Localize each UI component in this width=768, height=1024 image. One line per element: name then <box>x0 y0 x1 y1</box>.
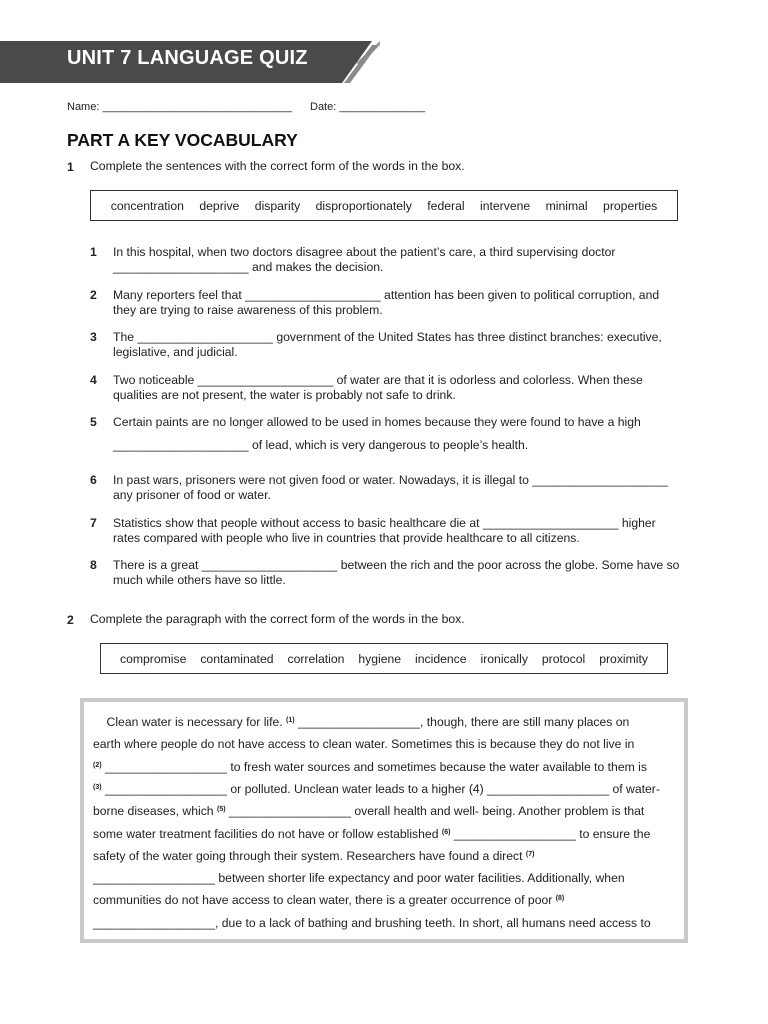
gap-number: (6) <box>441 829 451 836</box>
word-box-item: ironically <box>480 651 528 666</box>
gap-number: (8) <box>555 895 565 902</box>
sentence-number: 1 <box>90 245 97 259</box>
gap-number: (3) <box>93 784 102 791</box>
title-banner <box>0 41 380 83</box>
paragraph-line[interactable] <box>93 871 625 886</box>
sentence-text[interactable]: Two noticeable ____________________ of water are that it is odorless and colorless. When these <box>113 373 643 387</box>
sentence-text[interactable]: Certain paints are no longer allowed to be used in homes because they were found to have a high <box>113 415 641 429</box>
sentence-text[interactable]: ____________________ and makes the decision. <box>113 260 384 274</box>
sentence-text[interactable]: In past wars, prisoners were not given food or water. Nowadays, it is illegal to ____________________ <box>113 473 668 487</box>
sentence-text[interactable]: There is a great ____________________ between the rich and the poor across the globe. Some have so <box>113 558 680 572</box>
paragraph-text: borne diseases, which <box>93 804 217 818</box>
paragraph-line[interactable] <box>93 827 650 842</box>
word-box-item: properties <box>603 198 658 213</box>
sentence-text[interactable]: Many reporters feel that ____________________ attention has been given to political corruption, and <box>113 288 660 302</box>
paragraph-text: __________________, though, there are still many places on <box>294 715 630 729</box>
sentence-text[interactable]: In this hospital, when two doctors disagree about the patient’s care, a third supervising doctor <box>113 245 616 259</box>
sentence-number: 6 <box>90 473 97 487</box>
word-box-item: intervene <box>480 198 531 213</box>
paragraph-text: __________________ or polluted. Unclean water leads to a higher (4) __________________ of water- <box>101 782 660 796</box>
sentence-text[interactable]: any prisoner of food or water. <box>113 488 271 502</box>
question-instruction: Complete the paragraph with the correct form of the words in the box. <box>90 612 465 626</box>
word-box-item: disproportionately <box>315 198 412 213</box>
sentence-text[interactable]: qualities are not present, the water is probably not safe to drink. <box>113 388 456 402</box>
section-title: PART A KEY VOCABULARY <box>67 130 298 150</box>
sentence-number: 5 <box>90 415 97 429</box>
paragraph-line[interactable] <box>93 893 564 908</box>
word-box-item: incidence <box>415 651 467 666</box>
sentence-text[interactable]: legislative, and judicial. <box>113 345 238 359</box>
paragraph-text: safety of the water going through their system. Researchers have found a direct <box>93 849 526 863</box>
word-box <box>90 190 678 221</box>
word-box-item: disparity <box>254 198 301 213</box>
date-field[interactable]: Date: ______________ <box>310 101 425 113</box>
name-field[interactable]: Name: _______________________________ <box>67 101 293 113</box>
sentence-text[interactable]: rates compared with people who live in countries that provide healthcare to all citizens. <box>113 531 580 545</box>
paragraph-text: __________________ to ensure the <box>450 827 651 841</box>
word-box-item: minimal <box>545 198 588 213</box>
gap-number: (7) <box>525 851 535 858</box>
paragraph-text: Clean water is necessary for life. <box>93 715 287 729</box>
sentence-text[interactable]: they are trying to raise awareness of this problem. <box>113 303 383 317</box>
paragraph-line[interactable] <box>93 737 634 752</box>
word-box-item: deprive <box>199 198 240 213</box>
question-number: 2 <box>67 613 74 627</box>
question-number: 1 <box>67 160 74 174</box>
sentence-number: 3 <box>90 330 97 344</box>
paragraph-line[interactable] <box>93 715 629 730</box>
sentence-text[interactable]: Statistics show that people without access to basic healthcare die at ____________________ higher <box>113 516 656 530</box>
sentence-number: 4 <box>90 373 97 387</box>
question-instruction: Complete the sentences with the correct form of the words in the box. <box>90 159 465 173</box>
gap-number: (1) <box>286 717 295 724</box>
word-box-item: federal <box>427 198 465 213</box>
word-box-item: proximity <box>599 651 648 666</box>
paragraph-line[interactable] <box>93 782 660 797</box>
paragraph-line[interactable] <box>93 760 647 775</box>
page-title: UNIT 7 LANGUAGE QUIZ <box>67 47 308 69</box>
paragraph-text: communities do not have access to clean water, there is a greater occurrence of poor <box>93 893 556 907</box>
paragraph-text: __________________ to fresh water sources and sometimes because the water available to them is <box>101 760 647 774</box>
gap-number: (2) <box>93 762 102 769</box>
sentence-text[interactable]: The ____________________ government of the United States has three distinct branches: executive, <box>113 330 662 344</box>
gap-number: (5) <box>216 806 226 813</box>
sentence-number: 8 <box>90 558 97 572</box>
sentence-text[interactable]: much while others have so little. <box>113 573 286 587</box>
word-box-item: compromise <box>119 651 187 666</box>
paragraph-line[interactable] <box>93 804 644 819</box>
word-box <box>100 643 668 674</box>
sentence-number: 2 <box>90 288 97 302</box>
paragraph-text: __________________ between shorter life expectancy and poor water facilities. Additionally, when <box>93 871 625 885</box>
word-box-item: correlation <box>287 651 345 666</box>
paragraph-text: __________________ overall health and well- being. Another problem is that <box>225 804 645 818</box>
word-box-item: contaminated <box>200 651 274 666</box>
paragraph-text: __________________, due to a lack of bathing and brushing teeth. In short, all humans need access to <box>93 916 651 930</box>
paragraph-text: earth where people do not have access to clean water. Sometimes this is because they do not live in <box>93 737 635 751</box>
paragraph-text: some water treatment facilities do not have or follow established <box>93 827 442 841</box>
sentence-number: 7 <box>90 516 97 530</box>
word-box-item: hygiene <box>358 651 402 666</box>
sentence-text[interactable]: ____________________ of lead, which is very dangerous to people’s health. <box>113 438 529 452</box>
paragraph-line[interactable] <box>93 916 651 931</box>
paragraph-line[interactable] <box>93 849 534 864</box>
word-box-item: protocol <box>541 651 586 666</box>
word-box-item: concentration <box>110 198 184 213</box>
